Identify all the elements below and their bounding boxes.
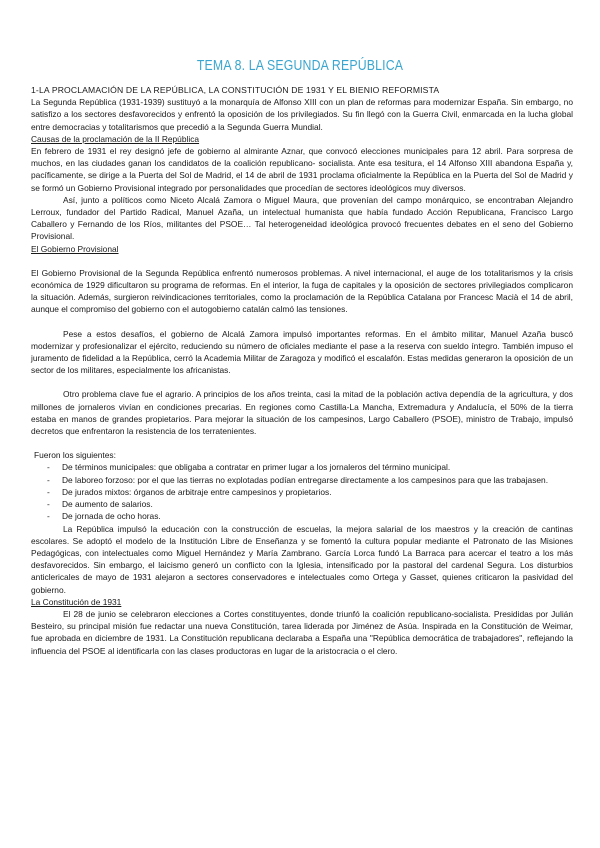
decrees-intro: Fueron los siguientes: <box>34 450 116 461</box>
spacer <box>31 316 573 328</box>
decrees-list <box>31 461 573 522</box>
list-item: - De jurados mixtos: órganos de arbitraje entre campesinos y propietarios. <box>31 486 573 498</box>
spacer <box>31 437 573 449</box>
subheading-gobierno: El Gobierno Provisional <box>31 243 119 254</box>
document-body <box>31 84 573 657</box>
gobierno-paragraph-4: La República impulsó la educación con la construcción de escuelas, la mejora salarial de los maestros y la creación de cantinas escolares. Se adoptó el modelo de la Institución Libre de Enseñanza y se fomentó la cultura popular mediante el Patronato de las Misiones Pedagógicas, con intelectuales como Miguel Hernández y María Zambrano. García Lorca fundó La Barraca para acercar el teatro a los más desfavorecidos. Sin embargo, el laicismo generó un conflicto con la Iglesia, intensificado por la pastoral del cardenal Segura. Los disturbios anticlericales de mayo de 1931 alejaron a sectores conservadores e intelectuales como Ortega y Gasset, quienes criticaron la pasividad del gobierno. <box>31 523 573 595</box>
spacer <box>31 255 573 267</box>
list-item: - De laboreo forzoso: por el que las tierras no explotadas podían entregarse directamente a los campesinos para que las trabajasen. <box>31 474 573 486</box>
intro-paragraph: La Segunda República (1931-1939) sustituyó a la monarquía de Alfonso XIII con un plan de reformas para modernizar España. Sin embargo, no satisfizo a los sectores desfavorecidos y enfrentó la oposición de los privilegiados. Su fin llegó con la Guerra Civil, enmarcada en la lucha global entre democracias y totalitarismos que precedió a la Segunda Guerra Mundial. <box>31 97 573 132</box>
constitucion-paragraph-1: El 28 de junio se celebraron elecciones a Cortes constituyentes, donde triunfó la coalición republicano-socialista. Presididas por Julián Besteiro, su principal misión fue redactar una nueva Constitución, tarea liderada por Jiménez de Asúa. Inspirada en la Constitución de Weimar, fue aprobada en diciembre de 1931. La Constitución republicana declaraba a España una "República democrática de trabajadores", reflejando la influencia del PSOE al identificarla con las clases productoras en lugar de la aristocracia o el clero. <box>31 608 573 656</box>
causas-paragraph-2: Así, junto a políticos como Niceto Alcalá Zamora o Miguel Maura, que provenían del campo monárquico, se encontraban Alejandro Lerroux, fundador del Partido Radical, Manuel Azaña, un intelectual humanista que había fundado Acción Republicana, Francisco Largo Caballero y Fernando de los Ríos, militantes del PSOE… Tal heterogeneidad ideológica provocó frecuentes debates en el seno del Gobierno Provisional. <box>31 194 573 242</box>
causas-paragraph-1: En febrero de 1931 el rey designó jefe de gobierno al almirante Aznar, que convocó elecciones municipales para 12 abril. Para sorpresa de muchos, en las ciudades ganan los candidatos de la coalición republicano- socialista. Ante esa tesitura, el 14 Alfonso XIII abandona España y, pacíficamente, se dirige a la Puerta del Sol de Madrid, el 14 de abril de 1931 proclama oficialmente la República en la Puerta del Sol de Madrid y se formó un Gobierno Provisional integrado por personalidades que procedían de sectores ideológicos muy diversos. <box>31 146 573 193</box>
list-item: - De jornada de ocho horas. <box>31 510 573 522</box>
gobierno-paragraph-2: Pese a estos desafíos, el gobierno de Alcalá Zamora impulsó importantes reformas. En el ámbito militar, Manuel Azaña buscó modernizar y profesionalizar el ejército, reduciendo su número de oficiales mediante el pase a la reserva con sueldo íntegro. También impuso el juramento de fidelidad a la República, cerró la Academia Militar de Zaragoza y modificó el escalafón. Estas medidas generaron la oposición de un sector de los militares, especialmente los africanistas. <box>31 328 573 376</box>
section-heading: 1-LA PROCLAMACIÓN DE LA REPÚBLICA, LA CONSTITUCIÓN DE 1931 Y EL BIENIO REFORMISTA <box>31 85 440 95</box>
page-title: TEMA 8. LA SEGUNDA REPÚBLICA <box>196 57 404 74</box>
list-item: - De términos municipales: que obligaba a contratar en primer lugar a los jornaleros del término municipal. <box>31 461 573 473</box>
gobierno-paragraph-1: El Gobierno Provisional de la Segunda República enfrentó numerosos problemas. A nivel internacional, el auge de los totalitarismos y la crisis económica de 1929 dificultaron su programa de reformas. En el interior, la fuga de capitales y la oposición de sectores privilegiados complicaron la situación. Además, surgieron reivindicaciones territoriales, como la proclamación de la República Catalana por Francesc Macià el 14 de abril, aunque el compromiso del gobierno con el autogobierno catalán calmó las tensiones. <box>31 267 573 315</box>
spacer <box>31 376 573 388</box>
gobierno-paragraph-3: Otro problema clave fue el agrario. A principios de los años treinta, casi la mitad de la población activa dependía de la agricultura, y dos millones de jornaleros vivían en condiciones precarias. En regiones como Castilla-La Mancha, Extremadura y Andalucía, el 50% de la tierra estaba en manos de grandes propietarios. Para mejorar la situación de los campesinos, Largo Caballero (PSOE), ministro de Trabajo, impulsó decretos que enfrentaron la resistencia de los terratenientes. <box>31 389 573 437</box>
subheading-causas: Causas de la proclamación de la II República <box>31 133 200 144</box>
subheading-constitucion: La Constitución de 1931 <box>31 596 122 607</box>
list-item: - De aumento de salarios. <box>31 498 573 510</box>
